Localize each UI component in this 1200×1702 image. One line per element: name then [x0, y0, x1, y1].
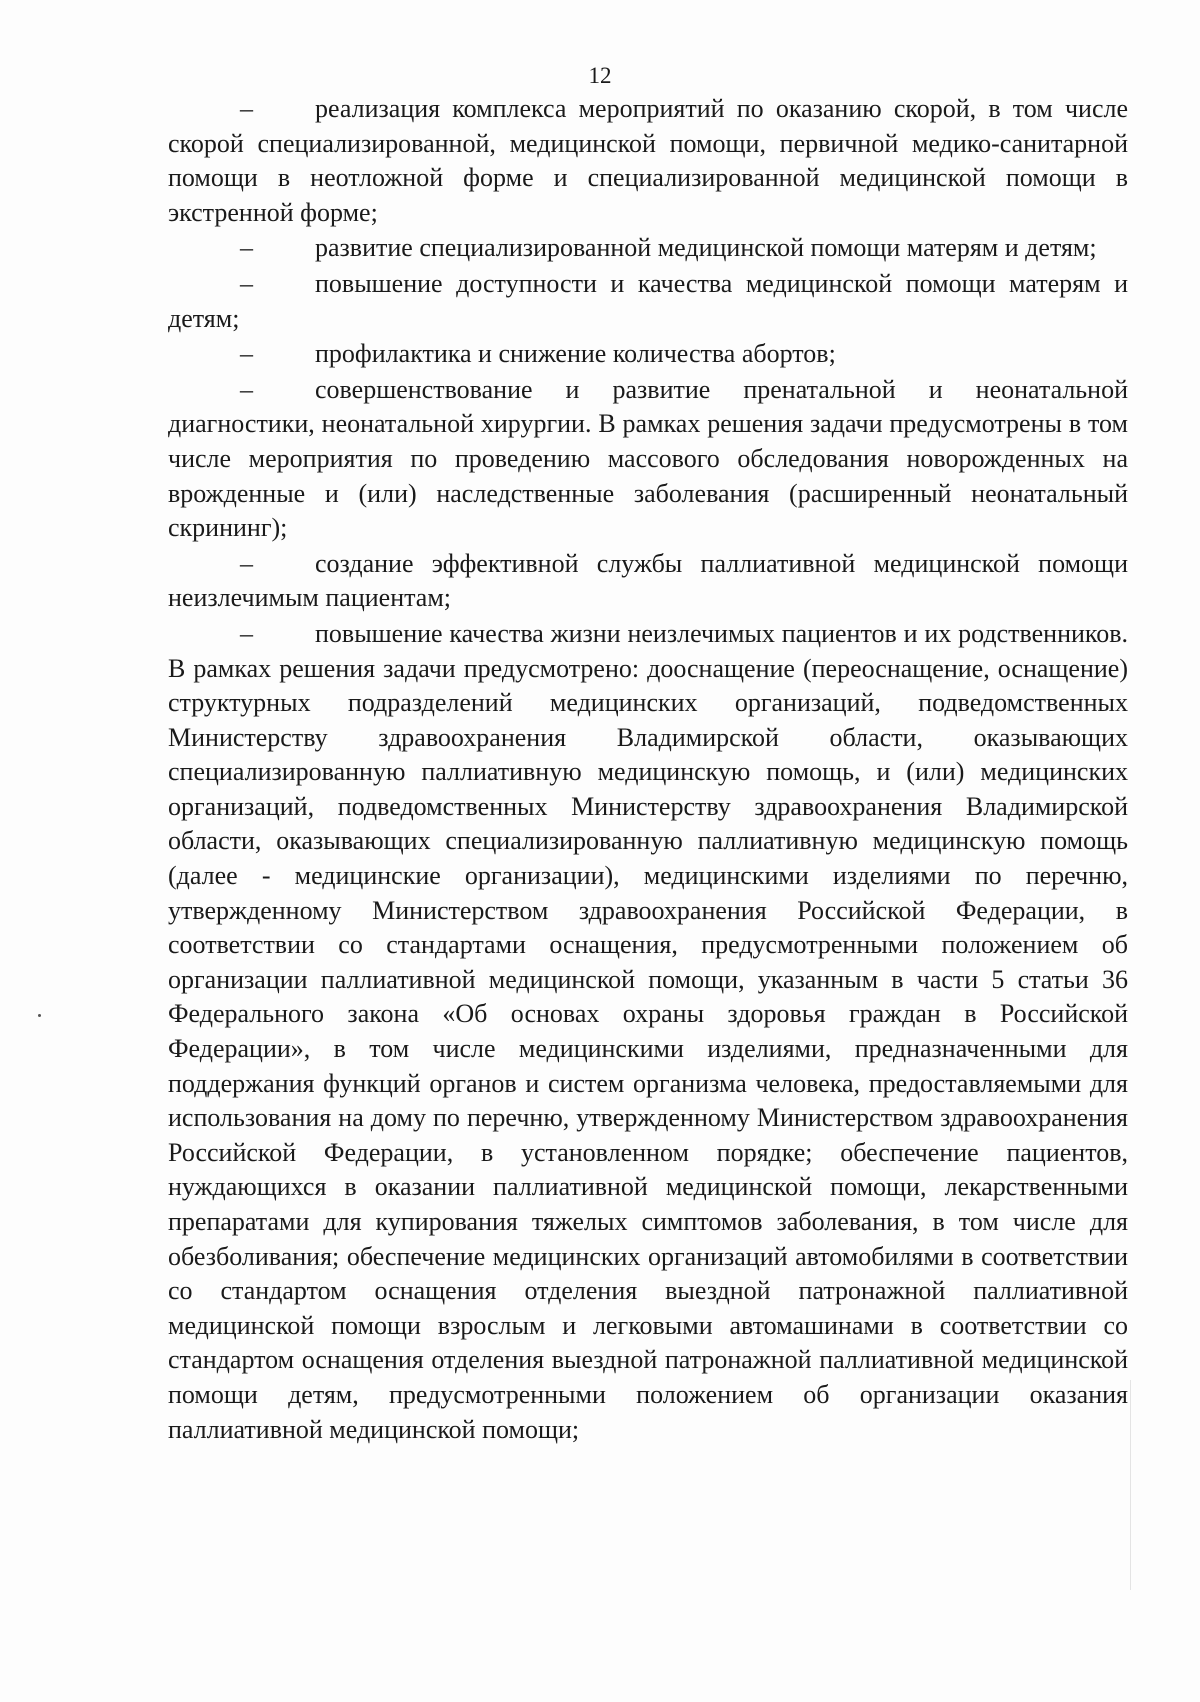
list-dash: – — [240, 374, 253, 404]
list-item — [168, 547, 1128, 616]
list-dash: – — [240, 268, 253, 298]
list-item — [168, 231, 1128, 266]
page-number: 12 — [588, 63, 612, 88]
list-item — [168, 92, 1128, 230]
list-item — [168, 337, 1128, 372]
list-item-text: повышение качества жизни неизлечимых пациентов и их родственников. В рамках решения задачи предусмотрено: дооснащение (переоснащение, оснащение) структурных подразделений медицинских организаций, подведомственных Министерству здравоохранения Владимирской области, оказывающих специализированную паллиативную медицинскую помощь, и (или) медицинских организаций, подведомственных Министерству здравоохранения Владимирской области, оказывающих специализированную паллиативную медицинскую помощь (далее - медицинские организации), медицинскими изделиями по перечню, утвержденному Министерством здравоохранения Российской Федерации, в соответствии со стандартами оснащения, предусмотренными положением об организации паллиативной медицинской помощи, указанным в части 5 статьи 36 Федерального закона «Об основах охраны здоровья граждан в Российской Федерации», в том числе медицинскими изделиями, предназначенными для поддержания функций органов и систем организма человека, предоставляемыми для использования на дому по перечню, утвержденному Министерством здравоохранения Российской Федерации, в установленном порядке; обеспечение пациентов, нуждающихся в оказании паллиативной медицинской помощи, лекарственными препаратами для купирования тяжелых симптомов заболевания, в том числе для обезболивания; обеспечение медицинских организаций автомобилями в соответствии со стандартом оснащения отделения выездной патронажной паллиативной медицинской помощи взрослым и легковыми автомашинами в соответствии со стандартом оснащения отделения выездной патронажной паллиативной медицинской помощи детям, предусмотренными положением об организации оказания паллиативной медицинской помощи; — [168, 618, 1128, 1444]
scan-edge-line — [1130, 1380, 1131, 1590]
list-item-text: развитие специализированной медицинской помощи матерям и детям; — [315, 233, 1097, 263]
list-item-text: совершенствование и развитие пренатальной и неонатальной диагностики, неонатальной хирургии. В рамках решения задачи предусмотрены в том числе мероприятия по проведению массового обследования новорожденных на врожденные и (или) наследственные заболевания (расширенный неонатальный скрининг); — [168, 374, 1128, 543]
list-dash: – — [240, 94, 253, 123]
list-item-text: профилактика и снижение количества абортов; — [315, 339, 836, 369]
list-dash: – — [240, 339, 253, 369]
scan-speck — [38, 1014, 41, 1017]
list-item-text: повышение доступности и качества медицинской помощи матерям и детям; — [168, 268, 1128, 333]
list-dash: – — [240, 233, 253, 263]
list-item-text: создание эффективной службы паллиативной медицинской помощи неизлечимым пациентам; — [168, 548, 1128, 613]
list-dash: – — [240, 618, 253, 648]
list-item — [168, 617, 1128, 1447]
list-item — [168, 267, 1128, 336]
document-body — [168, 92, 1128, 1447]
list-dash: – — [240, 548, 253, 578]
list-item — [168, 373, 1128, 546]
list-item-text: реализация комплекса мероприятий по оказанию скорой, в том числе скорой специализированной, медицинской помощи, первичной медико-санитарной помощи в неотложной форме и специализированной медицинской помощи в экстренной форме; — [168, 94, 1128, 227]
